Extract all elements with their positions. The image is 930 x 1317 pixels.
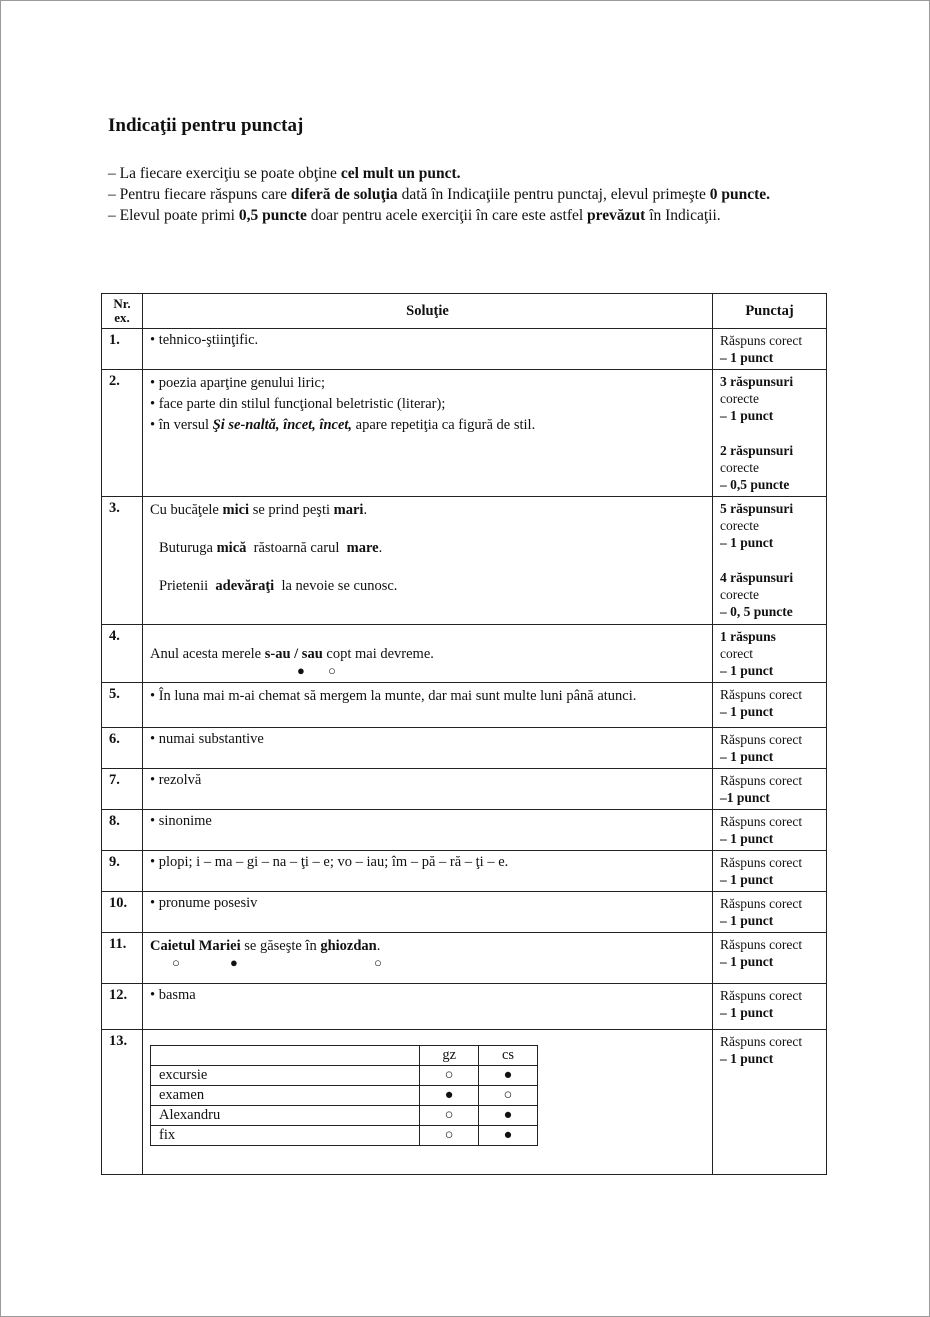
row-solution: • sinonime (143, 810, 713, 851)
empty-circle-icon: ○ (420, 1066, 479, 1086)
row-solution (143, 1030, 713, 1175)
table-row (102, 892, 827, 933)
empty-circle-icon: ○ (479, 1086, 538, 1106)
filled-circle-icon: ● (420, 1086, 479, 1106)
filled-circle-icon: ● (479, 1126, 538, 1146)
row-number: 8. (102, 810, 143, 851)
table-row (102, 625, 827, 683)
inner-row: examen ● ○ (151, 1086, 538, 1106)
row-score: Răspuns corect – 1 punct (713, 851, 827, 892)
row-score: 5 răspunsuri corecte – 1 punct 4 răspunsuri corecte – 0, 5 puncte (713, 497, 827, 625)
row-solution: • rezolvă (143, 769, 713, 810)
filled-circle-icon: ● (479, 1106, 538, 1126)
filled-circle-icon: ● (297, 663, 305, 678)
empty-circle-icon: ○ (420, 1126, 479, 1146)
table-header-row (102, 294, 827, 329)
row-number: 12. (102, 984, 143, 1030)
row-solution: • În luna mai m-ai chemat să mergem la munte, dar mai sunt multe luni până atunci. (143, 683, 713, 728)
inner-row: excursie ○ ● (151, 1066, 538, 1086)
row-number: 3. (102, 497, 143, 625)
intro-line-1: – La fiecare exerciţiu se poate obţine cel mult un punct. (108, 165, 461, 182)
header-cs: cs (479, 1046, 538, 1066)
header-punctaj: Punctaj (713, 294, 827, 329)
row-score: Răspuns corect – 1 punct (713, 728, 827, 769)
table-row (102, 769, 827, 810)
empty-circle-icon: ○ (328, 663, 336, 678)
row-number: 13. (102, 1030, 143, 1175)
row-solution: Caietul Mariei se găseşte în ghiozdan. ○ ● ○ (143, 933, 713, 984)
table-row (102, 1030, 827, 1175)
row-solution: • basma (143, 984, 713, 1030)
row-number: 6. (102, 728, 143, 769)
empty-circle-icon: ○ (374, 955, 382, 970)
row-score: 1 răspuns corect – 1 punct (713, 625, 827, 683)
row-solution: • poezia aparţine genului liric; • face parte din stilul funcţional beletristic (literar); • în versul Şi se-naltă, încet, încet, apare repetiţia ca figură de stil. (143, 370, 713, 497)
row-number: 5. (102, 683, 143, 728)
inner-word-table (150, 1045, 538, 1146)
table-row (102, 728, 827, 769)
row-number: 1. (102, 329, 143, 370)
row-solution: • tehnico-ştiinţific. (143, 329, 713, 370)
row-score: Răspuns corect – 1 punct (713, 892, 827, 933)
table-row (102, 984, 827, 1030)
row-score: Răspuns corect – 1 punct (713, 329, 827, 370)
table-row (102, 329, 827, 370)
row-solution: • numai substantive (143, 728, 713, 769)
empty-circle-icon: ○ (172, 955, 180, 970)
header-nr: Nr. ex. (102, 294, 143, 329)
table-row (102, 683, 827, 728)
row-score: Răspuns corect –1 punct (713, 769, 827, 810)
row-score: Răspuns corect – 1 punct (713, 683, 827, 728)
row-score: Răspuns corect – 1 punct (713, 933, 827, 984)
inner-row: Alexandru ○ ● (151, 1106, 538, 1126)
scoring-table (101, 293, 827, 1175)
filled-circle-icon: ● (479, 1066, 538, 1086)
row-score: Răspuns corect – 1 punct (713, 810, 827, 851)
table-row (102, 933, 827, 984)
row-number: 9. (102, 851, 143, 892)
table-row (102, 810, 827, 851)
row-solution: • pronume posesiv (143, 892, 713, 933)
intro-line-2: – Pentru fiecare răspuns care diferă de soluţia dată în Indicaţiile pentru punctaj, elevul primeşte 0 puncte. (108, 186, 771, 203)
row-solution: • plopi; i – ma – gi – na – ţi – e; vo – iau; îm – pă – ră – ţi – e. (143, 851, 713, 892)
row-number: 7. (102, 769, 143, 810)
row-score: 3 răspunsuri corecte – 1 punct 2 răspunsuri corecte – 0,5 puncte (713, 370, 827, 497)
row-number: 11. (102, 933, 143, 984)
header-gz: gz (420, 1046, 479, 1066)
row-score: Răspuns corect – 1 punct (713, 984, 827, 1030)
inner-row: fix ○ ● (151, 1126, 538, 1146)
row-score: Răspuns corect – 1 punct (713, 1030, 827, 1175)
header-solutie: Soluţie (143, 294, 713, 329)
page-title: Indicaţii pentru punctaj (108, 115, 304, 136)
row-solution: Cu bucăţele mici se prind peşti mari. Buturuga mică răstoarnă carul mare. Prietenii adevăraţi la nevoie se cunosc. (143, 497, 713, 625)
row-solution: Anul acesta merele s-au / sau copt mai devreme. ● ○ (143, 625, 713, 683)
table-row (102, 497, 827, 625)
table-row (102, 370, 827, 497)
row-number: 4. (102, 625, 143, 683)
intro-line-3: – Elevul poate primi 0,5 puncte doar pentru acele exerciţii în care este astfel prevăzut în Indicaţii. (108, 207, 721, 224)
intro-block (108, 163, 828, 226)
table-row (102, 851, 827, 892)
row-number: 2. (102, 370, 143, 497)
filled-circle-icon: ● (230, 955, 238, 970)
row-number: 10. (102, 892, 143, 933)
inner-header-row (151, 1046, 538, 1066)
empty-circle-icon: ○ (420, 1106, 479, 1126)
